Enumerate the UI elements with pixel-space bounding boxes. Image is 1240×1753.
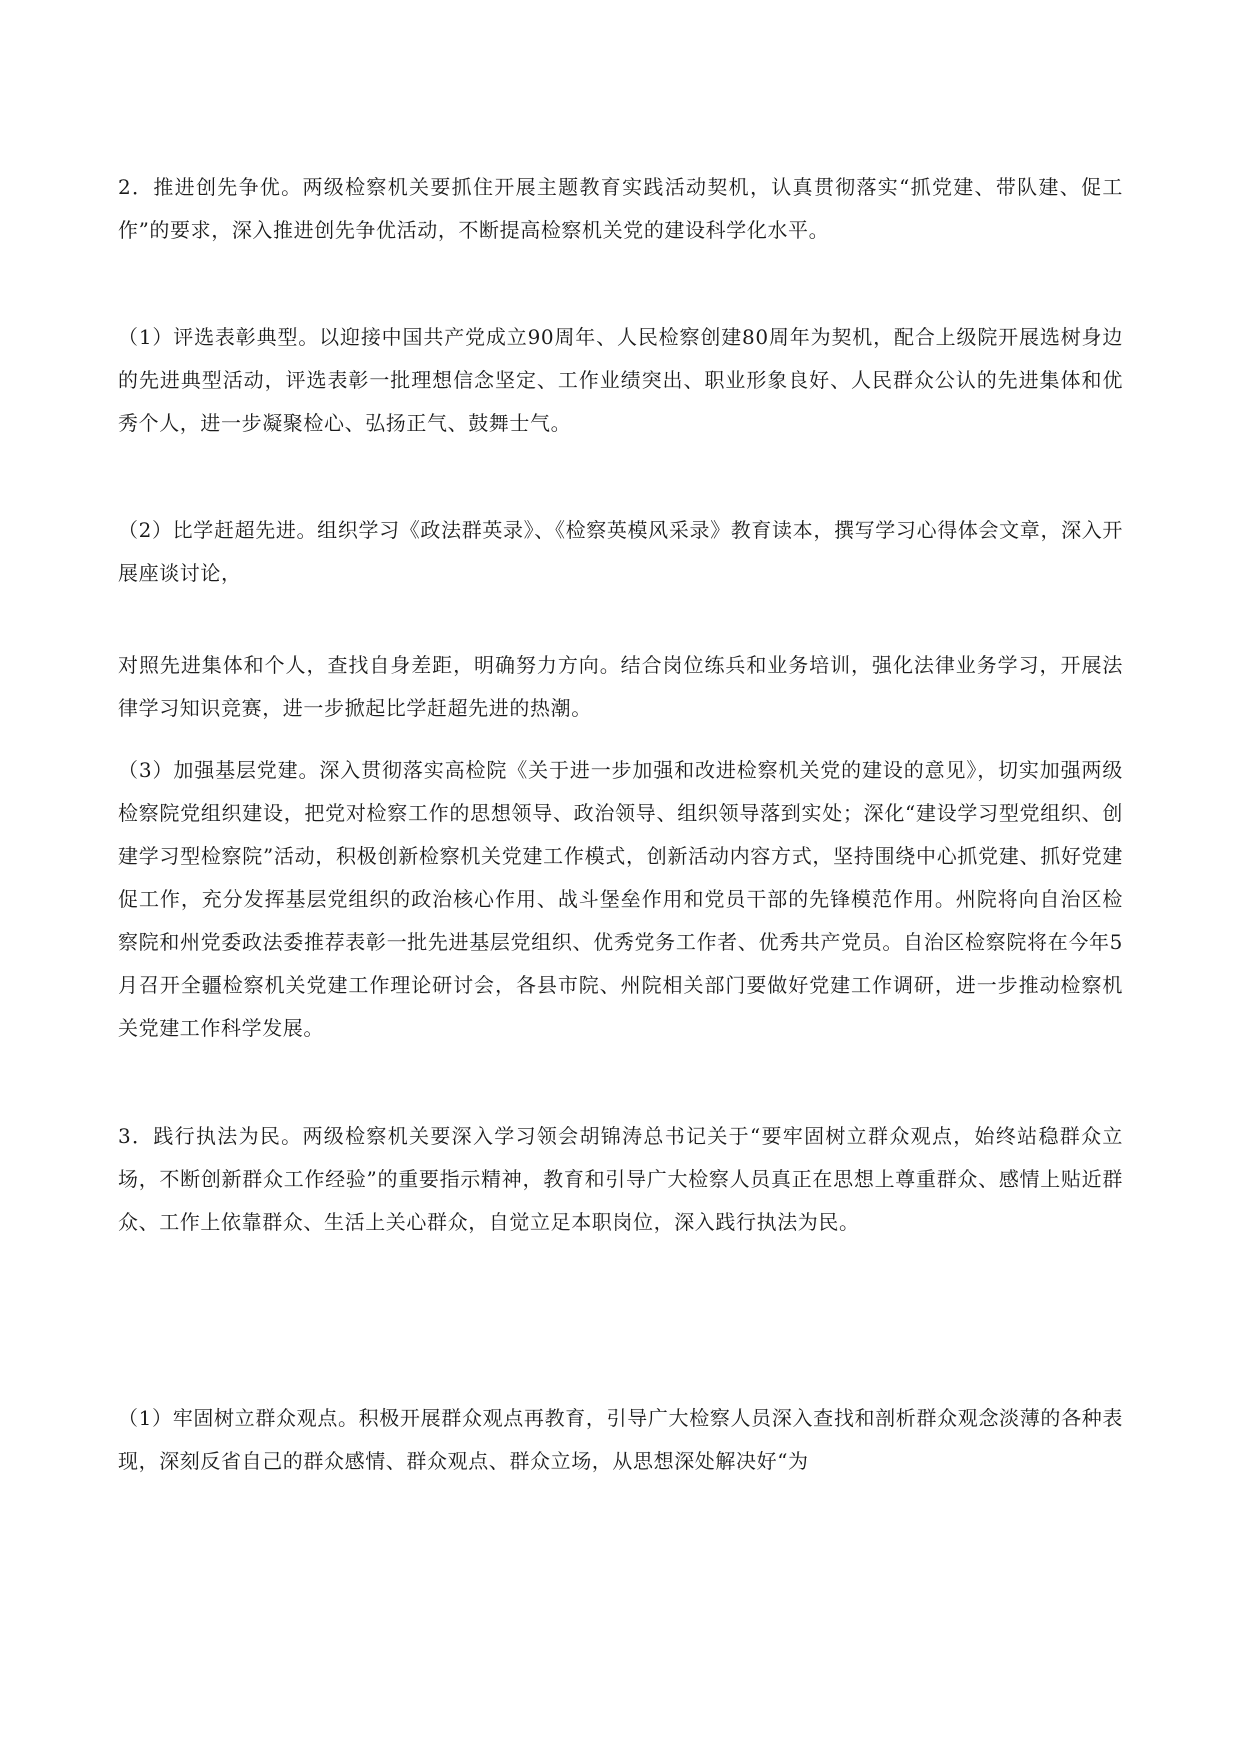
paragraph-compare-advanced: 对照先进集体和个人，查找自身差距，明确努力方向。结合岗位练兵和业务培训，强化法律业务学习，开展法律学习知识竞赛，进一步掀起比学赶超先进的热潮。 <box>118 653 1123 720</box>
paragraph-serve-people: 3．践行执法为民。两级检察机关要深入学习领会胡锦涛总书记关于“要牢固树立群众观点，始终站稳群众立场，不断创新群众工作经验”的重要指示精神，教育和引导广大检察人员真正在思想上尊重群众、感情上贴近群众、工作上依靠群众、生活上关心群众，自觉立足本职岗位，深入践行执法为民。 <box>118 1124 1123 1234</box>
paragraph-select-models: （1）评选表彰典型。以迎接中国共产党成立90周年、人民检察创建80周年为契机，配合上级院开展选树身边的先进典型活动，评选表彰一批理想信念坚定、工作业绩突出、职业形象良好、人民群众公认的先进集体和优秀个人，进一步凝聚检心、弘扬正气、鼓舞士气。 <box>118 325 1123 435</box>
paragraph-learn-advanced: （2）比学赶超先进。组织学习《政法群英录》、《检察英模风采录》教育读本，撰写学习心得体会文章，深入开展座谈讨论， <box>118 518 1123 585</box>
paragraph-grassroots-party: （3）加强基层党建。深入贯彻落实高检院《关于进一步加强和改进检察机关党的建设的意见》，切实加强两级检察院党组织建设，把党对检察工作的思想领导、政治领导、组织领导落到实处；深化“建设学习型党组织、创建学习型检察院”活动，积极创新检察机关党建工作模式，创新活动内容方式，坚持围绕中心抓党建、抓好党建促工作，充分发挥基层党组织的政治核心作用、战斗堡垒作用和党员干部的先锋模范作用。州院将向自治区检察院和州党委政法委推荐表彰一批先进基层党组织、优秀党务工作者、优秀共产党员。自治区检察院将在今年5月召开全疆检察机关党建工作理论研讨会，各县市院、州院相关部门要做好党建工作调研，进一步推动检察机关党建工作科学发展。 <box>118 758 1123 1040</box>
paragraph-promote-excellence: 2．推进创先争优。两级检察机关要抓住开展主题教育实践活动契机，认真贯彻落实“抓党建、带队建、促工作”的要求，深入推进创先争优活动，不断提高检察机关党的建设科学化水平。 <box>118 175 1123 242</box>
paragraph-mass-viewpoint: （1）牢固树立群众观点。积极开展群众观点再教育，引导广大检察人员深入查找和剖析群众观念淡薄的各种表现，深刻反省自己的群众感情、群众观点、群众立场，从思想深处解决好“为 <box>118 1406 1123 1473</box>
